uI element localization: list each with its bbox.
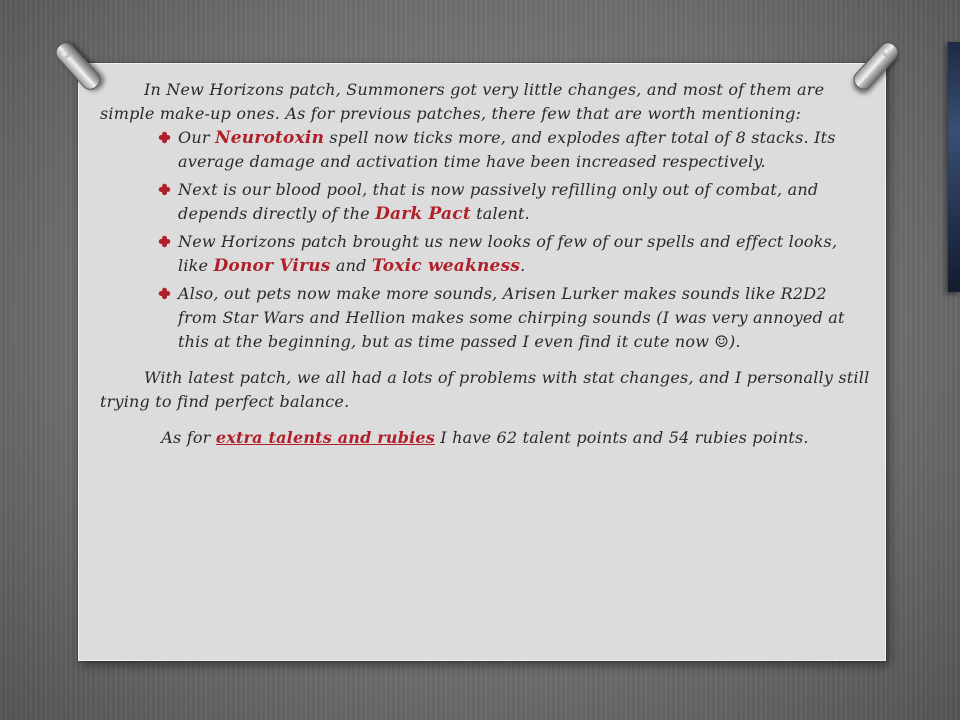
list-item: [158, 282, 870, 354]
list-item: [158, 230, 870, 278]
red-flower-bullet-icon: [158, 183, 171, 196]
red-flower-bullet-icon: [158, 287, 171, 300]
red-flower-bullet-icon: [158, 235, 171, 248]
bullet-text: Next is our blood pool, that is now passively refilling only out of combat, and depends directly of the: [178, 180, 819, 223]
intro-text: In New Horizons patch, Summoners got very little changes, and most of them are simple make-up ones. As for previous patches, there few that are worth mentioning:: [100, 80, 825, 123]
list-item: [158, 126, 870, 174]
highlight-toxic-weakness: Toxic weakness: [371, 256, 521, 276]
side-image-edge: [948, 42, 960, 292]
red-flower-bullet-icon: [158, 131, 171, 144]
talents-paragraph: [100, 426, 870, 450]
paragraph-text: With latest patch, we all had a lots of problems with stat changes, and I personally still trying to find perfect balance.: [100, 368, 870, 411]
bullet-text: Also, out pets now make more sounds, Arisen Lurker makes sounds like R2D2 from Star Wars and Hellion makes some chirping sounds (I was very annoyed at this at the beginning, but as time passed I even find it cute now ☺).: [178, 284, 845, 351]
paragraph-text: I have 62 talent points and 54 rubies points.: [435, 428, 809, 447]
bullet-text: spell now ticks more, and explodes after total of 8 stacks. Its average damage and activation time have been increased respectively.: [178, 128, 836, 171]
stat-changes-paragraph: [100, 366, 870, 414]
highlight-dark-pact: Dark Pact: [375, 204, 471, 224]
bullet-list: [100, 126, 870, 354]
slide-content: [100, 78, 870, 450]
bullet-text: Our: [178, 128, 215, 147]
list-item: [158, 178, 870, 226]
intro-paragraph: [100, 78, 870, 126]
paragraph-text: As for: [161, 428, 216, 447]
bullet-text: and: [330, 256, 372, 275]
highlight-donor-virus: Donor Virus: [213, 256, 331, 276]
highlight-neurotoxin: Neurotoxin: [214, 128, 325, 148]
bullet-text: New Horizons patch brought us new looks of few of our spells and effect looks, like: [178, 232, 838, 275]
bullet-text: talent.: [470, 204, 530, 223]
bullet-text: .: [520, 256, 526, 275]
highlight-extra-talents: extra talents and rubies: [215, 428, 435, 447]
